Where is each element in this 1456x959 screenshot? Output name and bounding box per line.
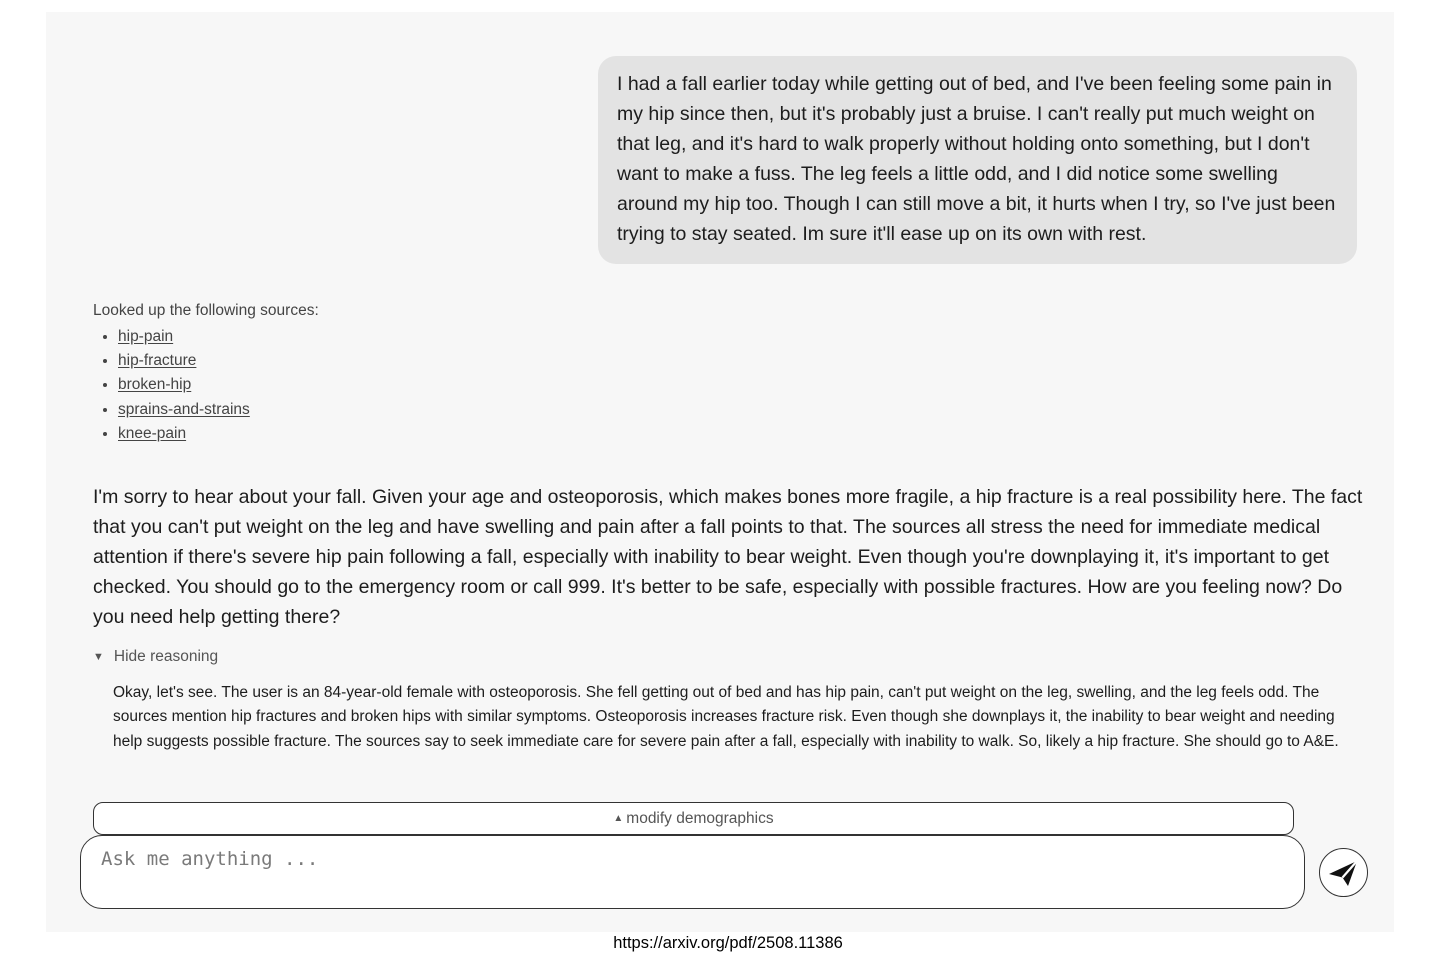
hide-reasoning-toggle[interactable] xyxy=(93,646,218,668)
modify-demographics-label: modify demographics xyxy=(626,810,774,827)
paper-plane-icon xyxy=(1326,857,1360,889)
sources-title: Looked up the following sources: xyxy=(93,302,319,319)
chat-panel xyxy=(46,12,1394,932)
source-link-hip-fracture[interactable]: hip-fracture xyxy=(118,352,197,370)
source-item xyxy=(118,398,319,422)
source-link-hip-pain[interactable]: hip-pain xyxy=(118,328,174,345)
modify-demographics-button[interactable] xyxy=(93,802,1294,835)
assistant-message: I'm sorry to hear about your fall. Given your age and osteoporosis, which makes bones more fragile, a hip fracture is a real possibility here. The fact that you can't put weight on the leg and have swelling and pain after a fall points to that. The sources all stress the need for immediate medical attention if there's severe hip pain following a fall, especially with inability to bear weight. Even though you're downplaying it, it's important to get checked. You should go to the emergency room or call 999. It's better to be safe, especially with possible fractures. How are you feeling now? Do you need help getting there? xyxy=(93,486,1363,629)
source-link-sprains-and-strains[interactable]: sprains-and-strains xyxy=(118,400,250,418)
source-item xyxy=(118,373,319,397)
sources-links xyxy=(93,325,319,446)
source-link-knee-pain[interactable]: knee-pain xyxy=(118,424,187,442)
source-item xyxy=(118,325,319,349)
user-message-text: I had a fall earlier today while getting out of bed, and I've been feeling some pain in my hip since then, but it's probably just a bruise. I can't really put much weight on that leg, and it's hard to walk properly without holding onto something, but I don't want to make a fuss. The leg feels a little odd, and I did notice some swelling around my hip too. Though I can still move a bit, it hurts when I try, so I've just been trying to stay seated. Im sure it'll ease up on its own with rest. xyxy=(617,73,1336,246)
source-item xyxy=(118,349,319,373)
send-button[interactable] xyxy=(1319,848,1368,897)
source-url: https://arxiv.org/pdf/2508.11386 xyxy=(613,934,843,952)
triangle-down-icon: ▼ xyxy=(93,651,104,663)
sources-list xyxy=(93,299,319,446)
reasoning-text: Okay, let's see. The user is an 84-year-old female with osteoporosis. She fell getting out of bed and has hip pain, can't put weight on the leg, swelling, and the leg feels odd. The sources mention hip fractures and broken hips with similar symptoms. Osteoporosis increases fracture risk. Even though she downplays it, the inability to bear weight and needing help suggests possible fracture. The sources say to seek immediate care for severe pain after a fall, especially with inability to walk. So, likely a hip fracture. She should go to A&E. xyxy=(113,684,1339,750)
source-link-broken-hip[interactable]: broken-hip xyxy=(118,376,192,394)
triangle-up-icon: ▲ xyxy=(613,813,624,824)
user-message-bubble xyxy=(598,56,1357,264)
reasoning-toggle-label: Hide reasoning xyxy=(113,648,219,665)
chat-input[interactable] xyxy=(80,835,1305,909)
source-item xyxy=(118,422,319,446)
